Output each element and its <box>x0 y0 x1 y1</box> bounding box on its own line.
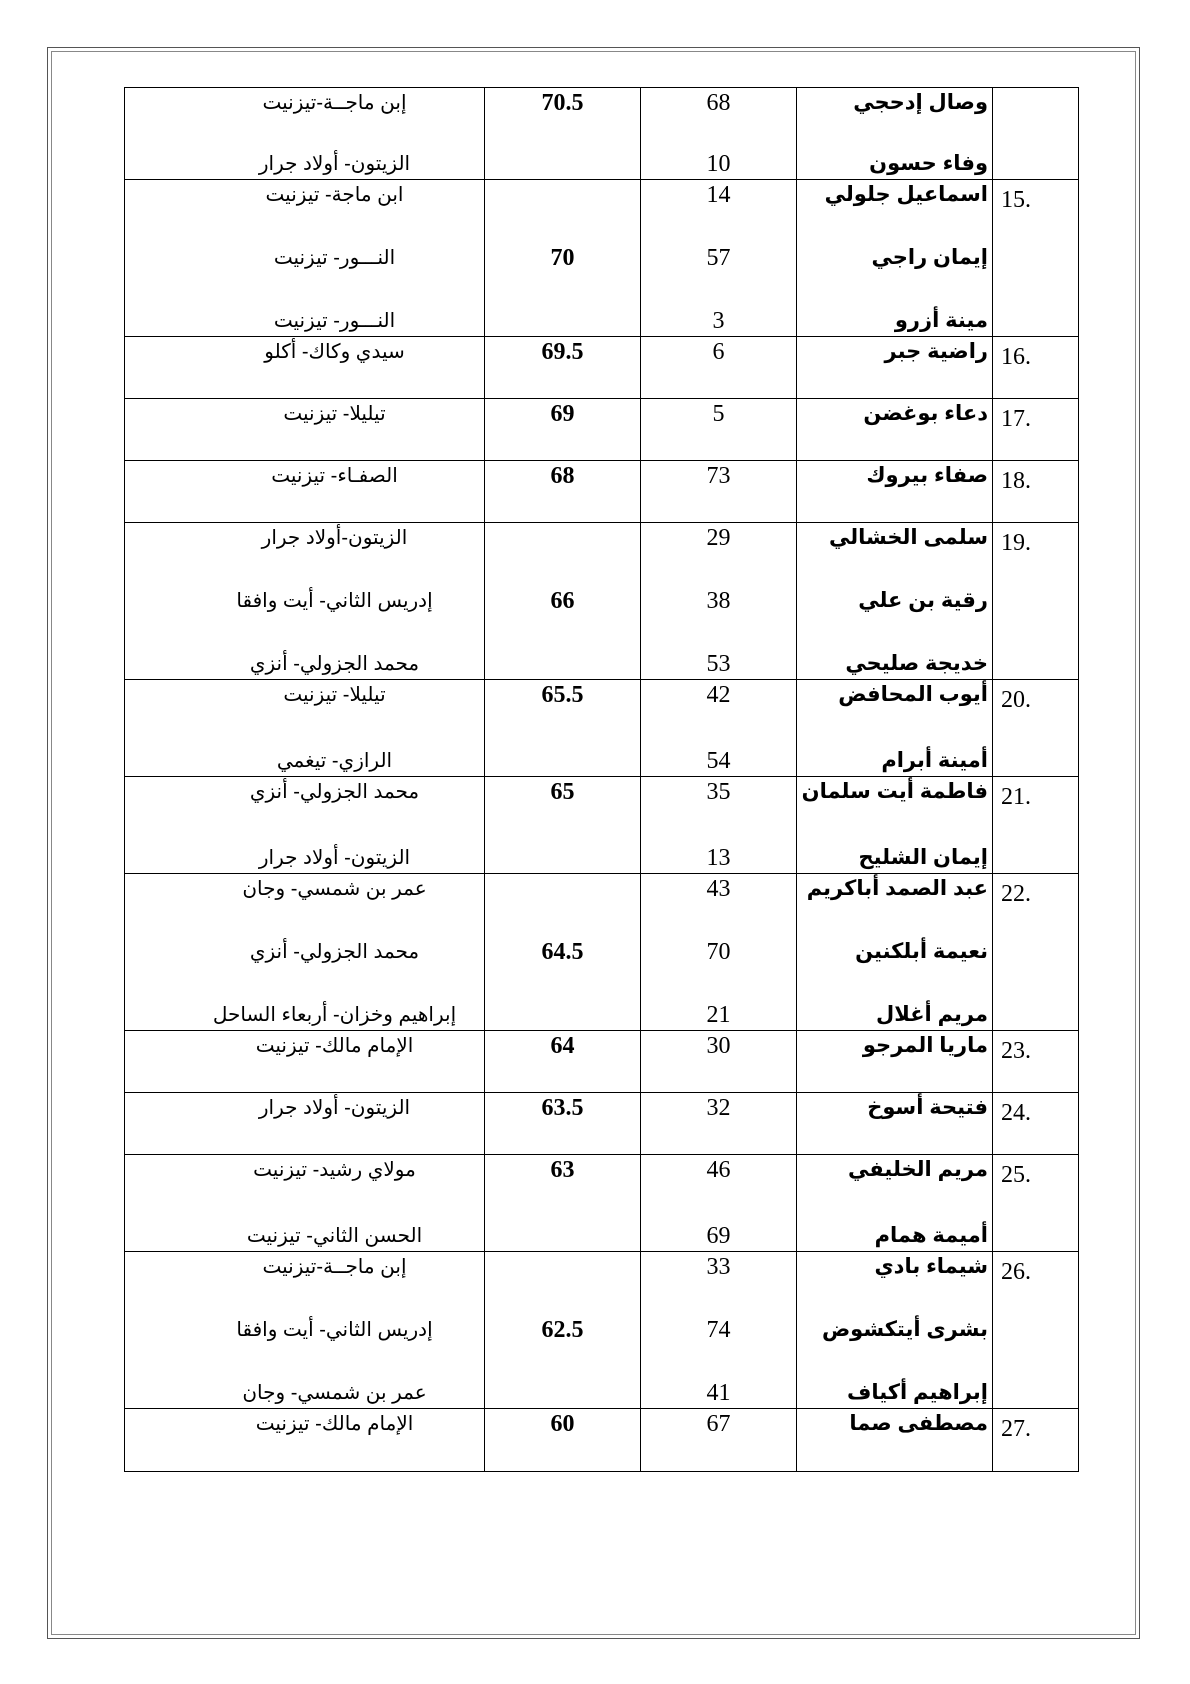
school-name: إدريس الثاني- أيت وافقا <box>236 1319 433 1341</box>
student-name: بشرى أيتكشوض <box>821 1318 988 1341</box>
rank-cell: .21 <box>993 777 1079 874</box>
school-cell <box>125 461 485 523</box>
number-cell <box>641 777 797 874</box>
student-name: راضية جبر <box>884 340 988 363</box>
rank-cell: .17 <box>993 399 1079 461</box>
student-number: 67 <box>706 1411 731 1437</box>
student-number: 6 <box>712 339 725 365</box>
student-number: 10 <box>706 151 731 177</box>
number-cell <box>641 1155 797 1252</box>
school-name: الإمام مالك- تيزنيت <box>255 1035 414 1057</box>
score-cell: 64 <box>485 1031 641 1093</box>
school-cell <box>125 874 485 1031</box>
table-row <box>125 523 1079 680</box>
name-cell <box>797 777 993 874</box>
table-row <box>125 88 1079 180</box>
rank-cell: .26 <box>993 1252 1079 1409</box>
rank-cell: .24 <box>993 1093 1079 1155</box>
student-number: 46 <box>706 1157 731 1183</box>
student-name: إيمان الشليح <box>858 846 988 869</box>
school-name: الزيتون- أولاد جرار <box>258 847 411 869</box>
school-name: إبن ماجــة-تيزنيت <box>262 92 407 114</box>
number-cell <box>641 874 797 1031</box>
score-cell: 64.5 <box>485 874 641 1031</box>
number-cell <box>641 180 797 337</box>
school-cell <box>125 1155 485 1252</box>
number-cell <box>641 1031 797 1093</box>
rank-cell: .19 <box>993 523 1079 680</box>
school-name: ابن ماجة- تيزنيت <box>265 184 404 206</box>
student-number: 33 <box>706 1254 731 1280</box>
score-cell: 70.5 <box>485 88 641 180</box>
table-row <box>125 1155 1079 1252</box>
table-row <box>125 777 1079 874</box>
student-number: 29 <box>706 525 731 551</box>
student-name: سلمى الخشالي <box>829 526 988 549</box>
school-name: الحسن الثاني- تيزنيت <box>246 1225 423 1247</box>
student-number: 54 <box>706 748 731 774</box>
school-cell <box>125 1252 485 1409</box>
school-cell <box>125 777 485 874</box>
school-cell <box>125 523 485 680</box>
school-name: محمد الجزولي- أنزي <box>249 941 420 963</box>
name-cell <box>797 523 993 680</box>
rank-cell: .22 <box>993 874 1079 1031</box>
name-cell <box>797 1093 993 1155</box>
score-cell: 63 <box>485 1155 641 1252</box>
number-cell <box>641 1252 797 1409</box>
score-cell: 62.5 <box>485 1252 641 1409</box>
table-row <box>125 1252 1079 1409</box>
student-number: 57 <box>706 245 731 271</box>
student-name: خديجة صليحي <box>845 652 988 675</box>
name-cell <box>797 88 993 180</box>
name-cell <box>797 337 993 399</box>
school-name: النـــور- تيزنيت <box>273 310 396 332</box>
school-cell <box>125 399 485 461</box>
student-number: 3 <box>712 308 725 334</box>
school-name: إبن ماجــة-تيزنيت <box>262 1256 407 1278</box>
student-name: مصطفى صما <box>849 1412 988 1435</box>
table-row <box>125 874 1079 1031</box>
number-cell <box>641 399 797 461</box>
school-name: مولاي رشيد- تيزنيت <box>253 1159 416 1181</box>
school-name: تيليلا- تيزنيت <box>283 684 386 706</box>
student-name: مينة أزرو <box>894 309 988 332</box>
rank-cell <box>993 88 1079 180</box>
name-cell <box>797 680 993 777</box>
school-cell <box>125 88 485 180</box>
student-name: وفاء حسون <box>869 152 988 175</box>
table-row <box>125 399 1079 461</box>
student-name: أمينة أبرام <box>881 749 988 772</box>
table-row <box>125 680 1079 777</box>
rank-cell: .23 <box>993 1031 1079 1093</box>
score-cell: 66 <box>485 523 641 680</box>
table-row <box>125 180 1079 337</box>
student-number: 32 <box>706 1095 731 1121</box>
school-cell <box>125 1031 485 1093</box>
rank-cell: .25 <box>993 1155 1079 1252</box>
school-cell <box>125 680 485 777</box>
table-row <box>125 337 1079 399</box>
student-number: 69 <box>706 1223 731 1249</box>
school-name: سيدي وكاك- أكلو <box>264 341 405 363</box>
school-name: الإمام مالك- تيزنيت <box>255 1413 414 1435</box>
student-number: 35 <box>706 779 731 805</box>
student-name: أميمة همام <box>874 1224 988 1247</box>
student-number: 30 <box>706 1033 731 1059</box>
rank-cell: .27 <box>993 1409 1079 1472</box>
student-name: اسماعيل جلولي <box>824 183 988 206</box>
results-table-body <box>125 88 1079 1472</box>
student-number: 43 <box>706 876 731 902</box>
student-name: وصال إدحجي <box>853 91 988 114</box>
number-cell <box>641 88 797 180</box>
name-cell <box>797 1252 993 1409</box>
student-name: مريم أغلال <box>876 1003 988 1026</box>
school-cell <box>125 337 485 399</box>
school-name: الصفـاء- تيزنيت <box>271 465 398 487</box>
student-name: نعيمة أبلكنين <box>855 940 988 963</box>
number-cell <box>641 461 797 523</box>
student-name: مريم الخليفي <box>848 1158 988 1181</box>
school-name: الزيتون- أولاد جرار <box>258 153 411 175</box>
student-name: إبراهيم أكياف <box>846 1381 988 1404</box>
school-name: النـــور- تيزنيت <box>273 247 396 269</box>
student-name: إيمان راجي <box>871 246 988 269</box>
student-number: 14 <box>706 182 731 208</box>
student-name: دعاء بوغضن <box>863 402 988 425</box>
student-number: 70 <box>706 939 731 965</box>
student-name: فاطمة أيت سلمان <box>801 780 988 803</box>
score-cell: 60 <box>485 1409 641 1472</box>
score-cell: 65 <box>485 777 641 874</box>
score-cell: 69.5 <box>485 337 641 399</box>
school-name: الزيتون-أولاد جرار <box>261 527 408 549</box>
rank-cell: .18 <box>993 461 1079 523</box>
school-cell <box>125 1093 485 1155</box>
student-number: 68 <box>706 90 731 116</box>
student-name: رقية بن علي <box>858 589 988 612</box>
name-cell <box>797 1409 993 1472</box>
school-name: الزيتون- أولاد جرار <box>258 1097 411 1119</box>
school-name: عمر بن شمسي- وجان <box>242 1382 427 1404</box>
student-name: ماريا المرجو <box>862 1034 988 1057</box>
school-name: إبراهيم وخزان- أربعاء الساحل <box>212 1004 457 1026</box>
student-name: صفاء بيروك <box>866 464 988 487</box>
school-name: الرازي- تيغمي <box>276 750 393 772</box>
student-number: 5 <box>712 401 725 427</box>
student-number: 53 <box>706 651 731 677</box>
student-number: 42 <box>706 682 731 708</box>
school-name: محمد الجزولي- أنزي <box>249 653 420 675</box>
student-number: 74 <box>706 1317 731 1343</box>
number-cell <box>641 1093 797 1155</box>
student-number: 38 <box>706 588 731 614</box>
table-row <box>125 1409 1079 1472</box>
school-name: عمر بن شمسي- وجان <box>242 878 427 900</box>
student-number: 13 <box>706 845 731 871</box>
number-cell <box>641 337 797 399</box>
school-cell <box>125 1409 485 1472</box>
name-cell <box>797 874 993 1031</box>
student-name: عبد الصمد أباكريم <box>806 877 988 900</box>
name-cell <box>797 399 993 461</box>
score-cell: 68 <box>485 461 641 523</box>
score-cell: 65.5 <box>485 680 641 777</box>
table-row <box>125 1031 1079 1093</box>
table-row <box>125 461 1079 523</box>
score-cell: 69 <box>485 399 641 461</box>
score-cell: 70 <box>485 180 641 337</box>
student-number: 41 <box>706 1380 731 1406</box>
student-number: 73 <box>706 463 731 489</box>
school-cell <box>125 180 485 337</box>
table-row <box>125 1093 1079 1155</box>
name-cell <box>797 1031 993 1093</box>
name-cell <box>797 180 993 337</box>
student-number: 21 <box>706 1002 731 1028</box>
rank-cell: .20 <box>993 680 1079 777</box>
school-name: إدريس الثاني- أيت وافقا <box>236 590 433 612</box>
name-cell <box>797 1155 993 1252</box>
rank-cell: .16 <box>993 337 1079 399</box>
results-table <box>124 87 1079 1472</box>
school-name: محمد الجزولي- أنزي <box>249 781 420 803</box>
school-name: تيليلا- تيزنيت <box>283 403 386 425</box>
number-cell <box>641 1409 797 1472</box>
number-cell <box>641 523 797 680</box>
rank-cell: .15 <box>993 180 1079 337</box>
name-cell <box>797 461 993 523</box>
score-cell: 63.5 <box>485 1093 641 1155</box>
student-name: شيماء بادي <box>874 1255 988 1278</box>
student-name: فتيحة أسوخ <box>867 1096 988 1119</box>
student-name: أيوب المحافض <box>838 683 988 706</box>
number-cell <box>641 680 797 777</box>
